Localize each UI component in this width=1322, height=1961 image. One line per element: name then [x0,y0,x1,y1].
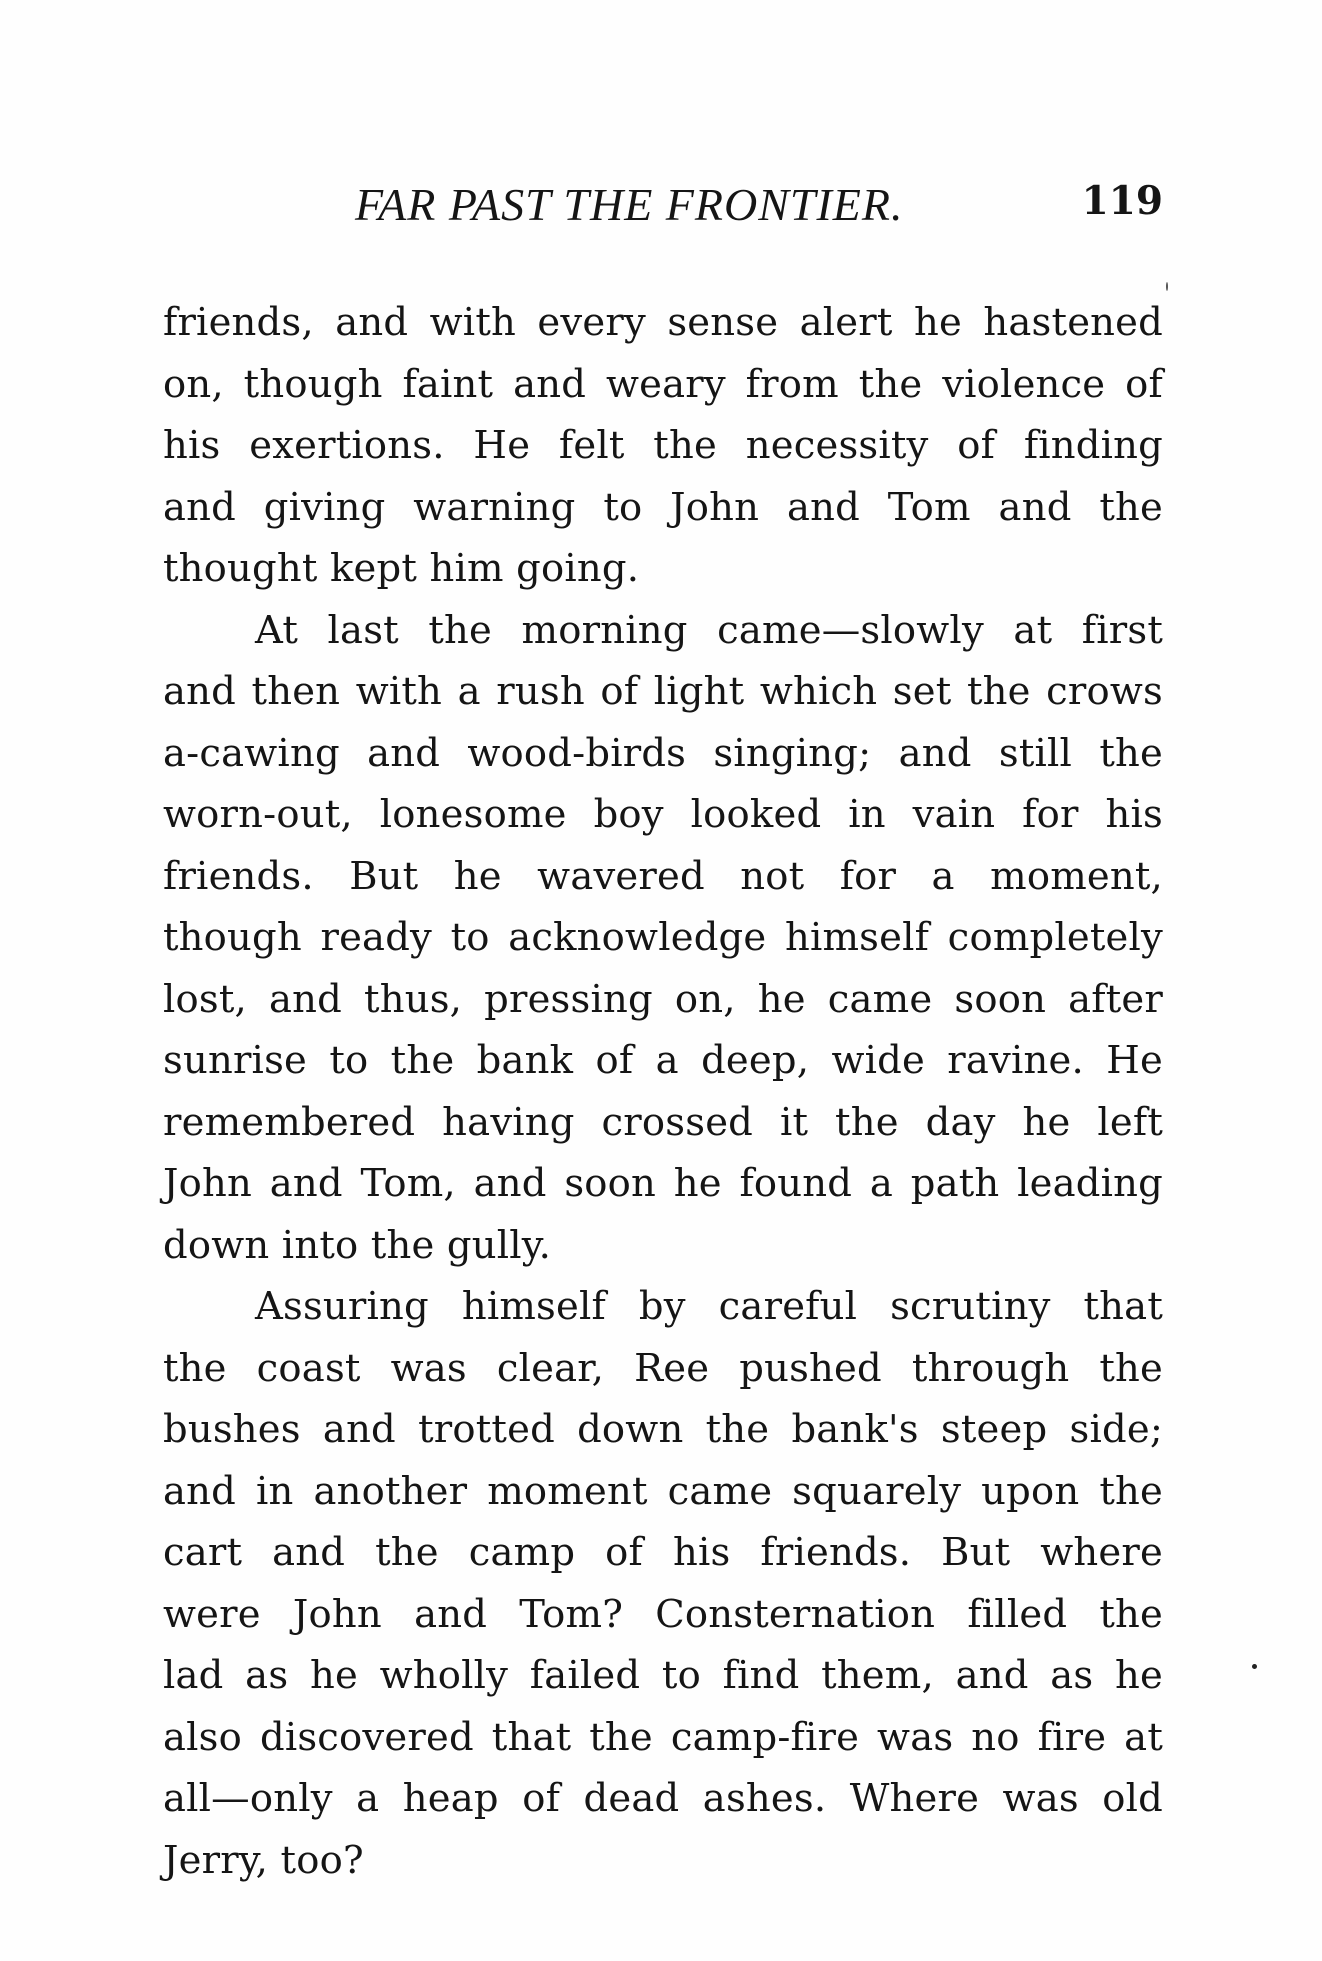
text-line: worn-out, lonesome boy looked in vain for his [163,792,1163,837]
text-line: lost, and thus, pressing on, he came soon after [163,976,1163,1022]
text-line: friends. But he wavered not for a moment, [163,853,1163,899]
text-line: sunrise to the bank of a deep, wide ravine. He [163,1038,1163,1083]
text-line: John and Tom, and soon he found a path leading [163,1161,1163,1206]
paragraph [163,1276,1163,1891]
text-line: lad as he wholly failed to find them, and as he [163,1653,1163,1698]
text-line: down into the gully. [163,1222,552,1268]
page-number: 119 [1081,178,1163,224]
text-line: all—only a heap of dead ashes. Where was old [163,1776,1163,1821]
text-line: cart and the camp of his friends. But where [163,1530,1163,1575]
text-line: remembered having crossed it the day he left [163,1099,1163,1145]
text-line: were John and Tom? Consternation filled the [163,1591,1163,1637]
text-line: though ready to acknowledge himself completely [163,915,1163,960]
text-line: and then with a rush of light which set the crows [163,669,1163,714]
text-line: friends, and with every sense alert he hastened [163,300,1163,345]
text-line: and in another moment came squarely upon the [163,1468,1163,1514]
text-line: At last the morning came—slowly at first [255,607,1163,653]
text-line: his exertions. He felt the necessity of finding [163,423,1163,468]
paragraph [163,600,1163,1277]
text-line: Assuring himself by careful scrutiny that [255,1284,1163,1329]
ink-speck [1252,1664,1257,1669]
body-text [163,292,1163,1891]
text-line: on, though faint and weary from the violence of [163,361,1163,407]
running-title: FAR PAST THE FRONTIER. [355,179,904,230]
text-line: the coast was clear, Ree pushed through the [163,1345,1163,1391]
text-line: Jerry, too? [163,1837,364,1883]
text-line: thought kept him going. [163,546,640,591]
ink-speck [1166,282,1168,291]
running-head [163,178,1163,238]
text-line: and giving warning to John and Tom and the [163,484,1163,530]
text-line: bushes and trotted down the bank's steep side; [163,1407,1163,1452]
text-line: also discovered that the camp-fire was no fire at [163,1714,1163,1760]
paragraph [163,292,1163,600]
text-line: a-cawing and wood-birds singing; and still the [163,730,1163,776]
